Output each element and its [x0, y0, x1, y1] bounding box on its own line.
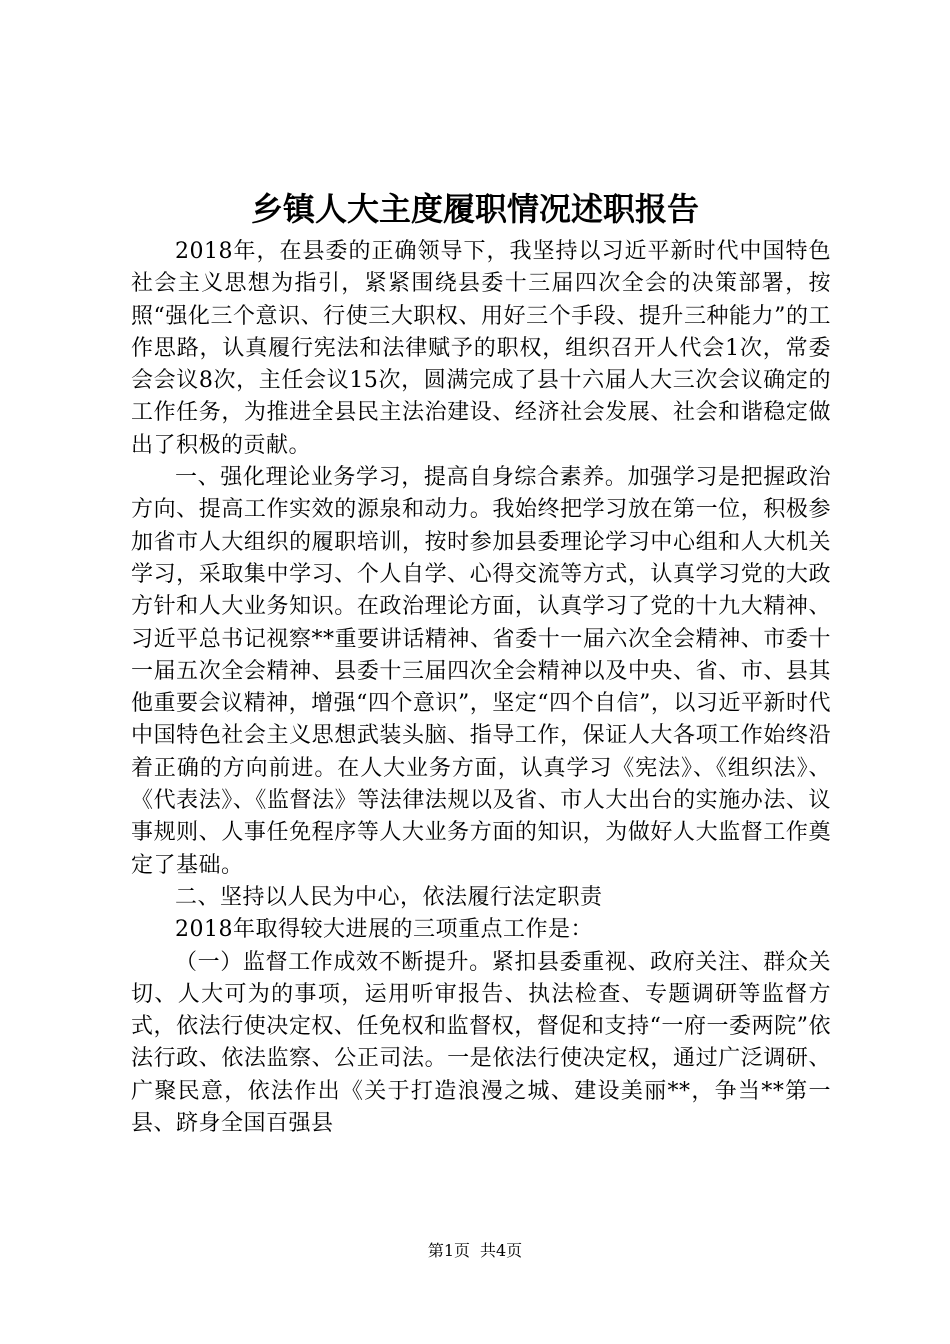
page-total: 共4页 [480, 1241, 523, 1260]
section-one-paragraph: 一、强化理论业务学习，提高自身综合素养。加强学习是把握政治方向、提高工作实效的源泉和动力。我始终把学习放在第一位，积极参加省市人大组织的履职培训，按时参加县委理论学习中心组和人大机关学习，采取集中学习、个人自学、心得交流等方式，认真学习党的大政方针和人大业务知识。在政治理论方面，认真学习了党的十九大精神、习近平总书记视察**重要讲话精神、省委十一届六次全会精神、市委十一届五次全会精神、县委十三届四次全会精神以及中央、省、市、县其他重要会议精神，增强“四个意识”，坚定“四个自信”，以习近平新时代中国特色社会主义思想武装头脑、指导工作，保证人大各项工作始终沿着正确的方向前进。在人大业务方面，认真学习《宪法》、《组织法》、《代表法》、《监督法》等法律法规以及省、市人大出台的实施办法、议事规则、人事任免程序等人大业务方面的知识，为做好人大监督工作奠定了基础。 [131, 465, 831, 878]
page-number: 第1页 [427, 1241, 470, 1260]
key-work-intro: 2018年取得较大进展的三项重点工作是： [175, 917, 593, 943]
supervision-paragraph: （一）监督工作成效不断提升。紧扣县委重视、政府关注、群众关切、人大可为的事项，运用听审报告、执法检查、专题调研等监督方式，依法行使决定权、任免权和监督权，督促和支持“一府一委两院”依法行政、依法监察、公正司法。一是依法行使决定权，通过广泛调研、广聚民意，依法作出《关于打造浪漫之城、建设美丽**，争当**第一县、跻身全国百强县 [131, 949, 831, 1137]
section-two-heading: 二、坚持以人民为中心，依法履行法定职责 [175, 884, 603, 910]
page-footer [0, 1240, 950, 1262]
intro-paragraph: 2018年，在县委的正确领导下，我坚持以习近平新时代中国特色社会主义思想为指引，紧紧围绕县委十三届四次全会的决策部署，按照“强化三个意识、行使三大职权、用好三个手段、提升三种能力”的工作思路，认真履行宪法和法律赋予的职权，组织召开人代会1次，常委会会议8次，主任会议15次，圆满完成了县十六届人大三次会议确定的工作任务，为推进全县民主法治建设、经济社会发展、社会和谐稳定做出了积极的贡献。 [131, 239, 831, 458]
document-title: 乡镇人大主度履职情况述职报告 [250, 190, 699, 228]
document-body [131, 236, 831, 1140]
